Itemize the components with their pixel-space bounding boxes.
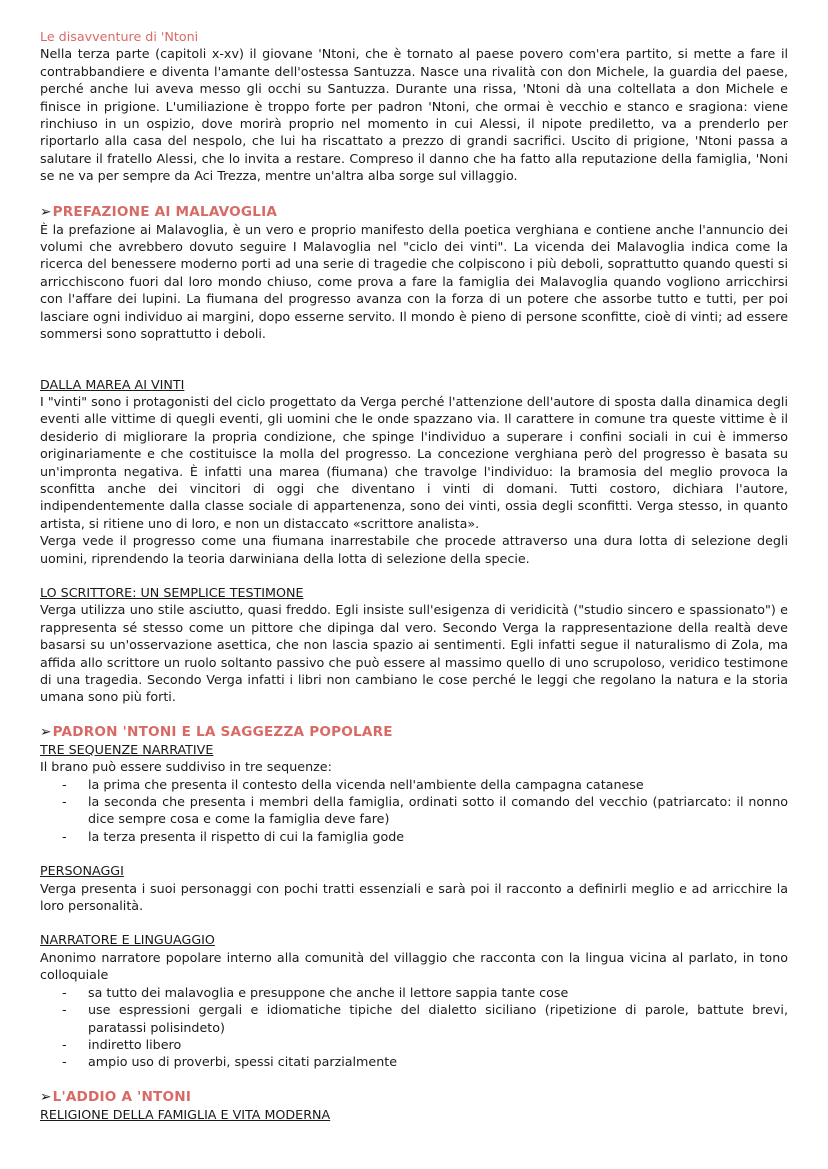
subheading-sequenze: TRE SEQUENZE NARRATIVE bbox=[40, 741, 214, 757]
list-item: - la prima che presenta il contesto della vicenda nell'ambiente della campagna catanese bbox=[62, 776, 788, 793]
section-heading-padron-ntoni bbox=[40, 723, 788, 741]
arrow-bullet-icon: ➢ bbox=[40, 1088, 52, 1105]
section-heading-text: PREFAZIONE AI MALAVOGLIA bbox=[52, 203, 278, 220]
list-item: - la seconda che presenta i membri della famiglia, ordinati sotto il comando del vecchio (patriarcato: il nonno dice sempre cosa e come la famiglia deve fare) bbox=[62, 793, 788, 828]
section-heading-text: PADRON 'NTONI E LA SAGGEZZA POPOLARE bbox=[52, 723, 393, 740]
subsection-paragraph: Verga presenta i suoi personaggi con pochi tratti essenziali e sarà poi il racconto a definirli meglio e ad arricchire la loro personalità. bbox=[40, 880, 788, 914]
block-title: Le disavventure di 'Ntoni bbox=[40, 29, 199, 44]
list-item: - sa tutto dei malavoglia e presuppone che anche il lettore sappia tante cose bbox=[62, 984, 788, 1001]
list-item: - use espressioni gergali e idiomatiche tipiche del dialetto siciliano (ripetizione di parole, battute brevi, paratassi polisindeto) bbox=[62, 1001, 788, 1036]
block-paragraph: Nella terza parte (capitoli x-xv) il giovane 'Ntoni, che è tornato al paese povero com'era partito, si mette a fare il contrabbandiere e diventa l'amante dell'ostessa Santuzza. Nasce una rivalità con don Michele, la guardia del paese, perché anche lui aveva messo gli occhi su Santuzza. Durante una rissa, 'Ntoni dà una coltellata a don Michele e finisce in prigione. L'umiliazione è troppo forte per padron 'Ntoni, che ormai è vecchio e stanco e sragiona: viene rinchiuso in un ospizio, dove morirà proprio nel momento in cui Alessi, il nipote prediletto, va a prenderlo per riportarlo alla casa del nespolo, che lui ha riscattato a prezzo di grandi sacrifici. Uscito di prigione, 'Ntoni passa a salutare il fratello Alessi, che lo invita a restare. Compreso il danno che ha fatto alla reputazione della famiglia, 'Noni se ne va per sempre da Aci Trezza, mentre un'altra alba sorge sul villaggio. bbox=[40, 46, 788, 184]
list-item: - la terza presenta il rispetto di cui la famiglia gode bbox=[62, 828, 788, 845]
section-paragraph: È la prefazione ai Malavoglia, è un vero e proprio manifesto della poetica verghiana e contiene anche l'annuncio dei volumi che avrebbero dovuto seguire I Malavoglia nel "ciclo dei vinti". La vicenda dei Malavoglia indica come la ricerca del benessere moderno porti ad una serie di tragedie che colpiscono i più deboli, soprattutto quando questi si arricchiscono fuori dal loro mondo chiuso, come prova a fare la famiglia dei Malavoglia quando vogliono arricchirsi con l'affare dei lupini. La fiumana del progresso avanza con la forza di un potere che assorbe tutto e tutti, per poi lasciare ogni individuo ai margini, dopo esserne servito. Il mondo è pieno di persone sconfitte, cioè di vinti; ad essere sommersi sono soprattutto i deboli. bbox=[40, 221, 788, 342]
section-heading-prefazione bbox=[40, 203, 788, 221]
arrow-bullet-icon: ➢ bbox=[40, 203, 52, 220]
subheading-marea: DALLA MAREA AI VINTI bbox=[40, 376, 185, 392]
subsection-paragraph: I "vinti" sono i protagonisti del ciclo progettato da Verga perché l'attenzione dell'autore di sposta dalla dinamica degli eventi alle vittime di quegli eventi, gli uomini che le onde spazzano via. Il carattere in comune tra queste vittime è il desiderio di migliorare la propria condizione, che spinge l'individuo a superare i confini sociali in cui è immerso originariamente e che costituisce la molla del progresso. La concezione verghiana però del progresso è basata su un'impronta negativa. È infatti una marea (fiumana) che travolge l'individuo: la bramosia del meglio provoca la sconfitta anche dei vincitori di oggi che diventano i vinti di domani. Tutti costoro, dichiara l'autore, indipendentemente dalla classe sociale di appartenenza, sono dei vinti, ossia degli sconfitti. Verga stesso, in quanto artista, si ritiene uno di loro, e non un distaccato «scrittore analista». bbox=[40, 393, 788, 531]
subheading-personaggi: PERSONAGGI bbox=[40, 863, 124, 879]
subsection-paragraph: Verga vede il progresso come una fiumana inarrestabile che procede attraverso una dura lotta di selezione degli uomini, riprendendo la teoria darwiniana della lotta di selezione della specie. bbox=[40, 533, 788, 566]
subsection-intro: Il brano può essere suddiviso in tre sequenze: bbox=[40, 759, 332, 775]
subsection-paragraph: Verga utilizza uno stile asciutto, quasi freddo. Egli insiste sull'esigenza di veridicità ("studio sincero e spassionato") e rappresenta sé stesso come un pittore che dipinga dal vero. Secondo Verga la rappresentazione della realtà deve basarsi su un'osservazione asettica, che non lascia spazio ai sentimenti. Egli infatti segue il naturalismo di Zola, ma affida allo scrittore un ruolo soltanto passivo che può essere al massimo quello di uno scrupoloso, veridico testimone di una tragedia. Secondo Verga infatti i libri non cambiano le cose perché le leggi che regolano la natura e la storia umana sono più forti. bbox=[40, 602, 788, 705]
section-heading-addio bbox=[40, 1088, 788, 1106]
subheading-scrittore: LO SCRITTORE: UN SEMPLICE TESTIMONE bbox=[40, 584, 304, 600]
section-heading-text: L'ADDIO A 'NTONI bbox=[52, 1088, 192, 1105]
subsection-intro: Anonimo narratore popolare interno alla comunità del villaggio che racconta con la lingua vicina al parlato, in tono colloquiale bbox=[40, 949, 788, 983]
list-item: - indiretto libero bbox=[62, 1036, 788, 1053]
list-item: - ampio uso di proverbi, spessi citati parzialmente bbox=[62, 1053, 788, 1070]
arrow-bullet-icon: ➢ bbox=[40, 723, 52, 740]
dash-list bbox=[40, 776, 788, 846]
subheading-narratore: NARRATORE E LINGUAGGIO bbox=[40, 932, 215, 948]
dash-list bbox=[40, 984, 788, 1071]
subheading-religione: RELIGIONE DELLA FAMIGLIA E VITA MODERNA bbox=[40, 1106, 331, 1122]
